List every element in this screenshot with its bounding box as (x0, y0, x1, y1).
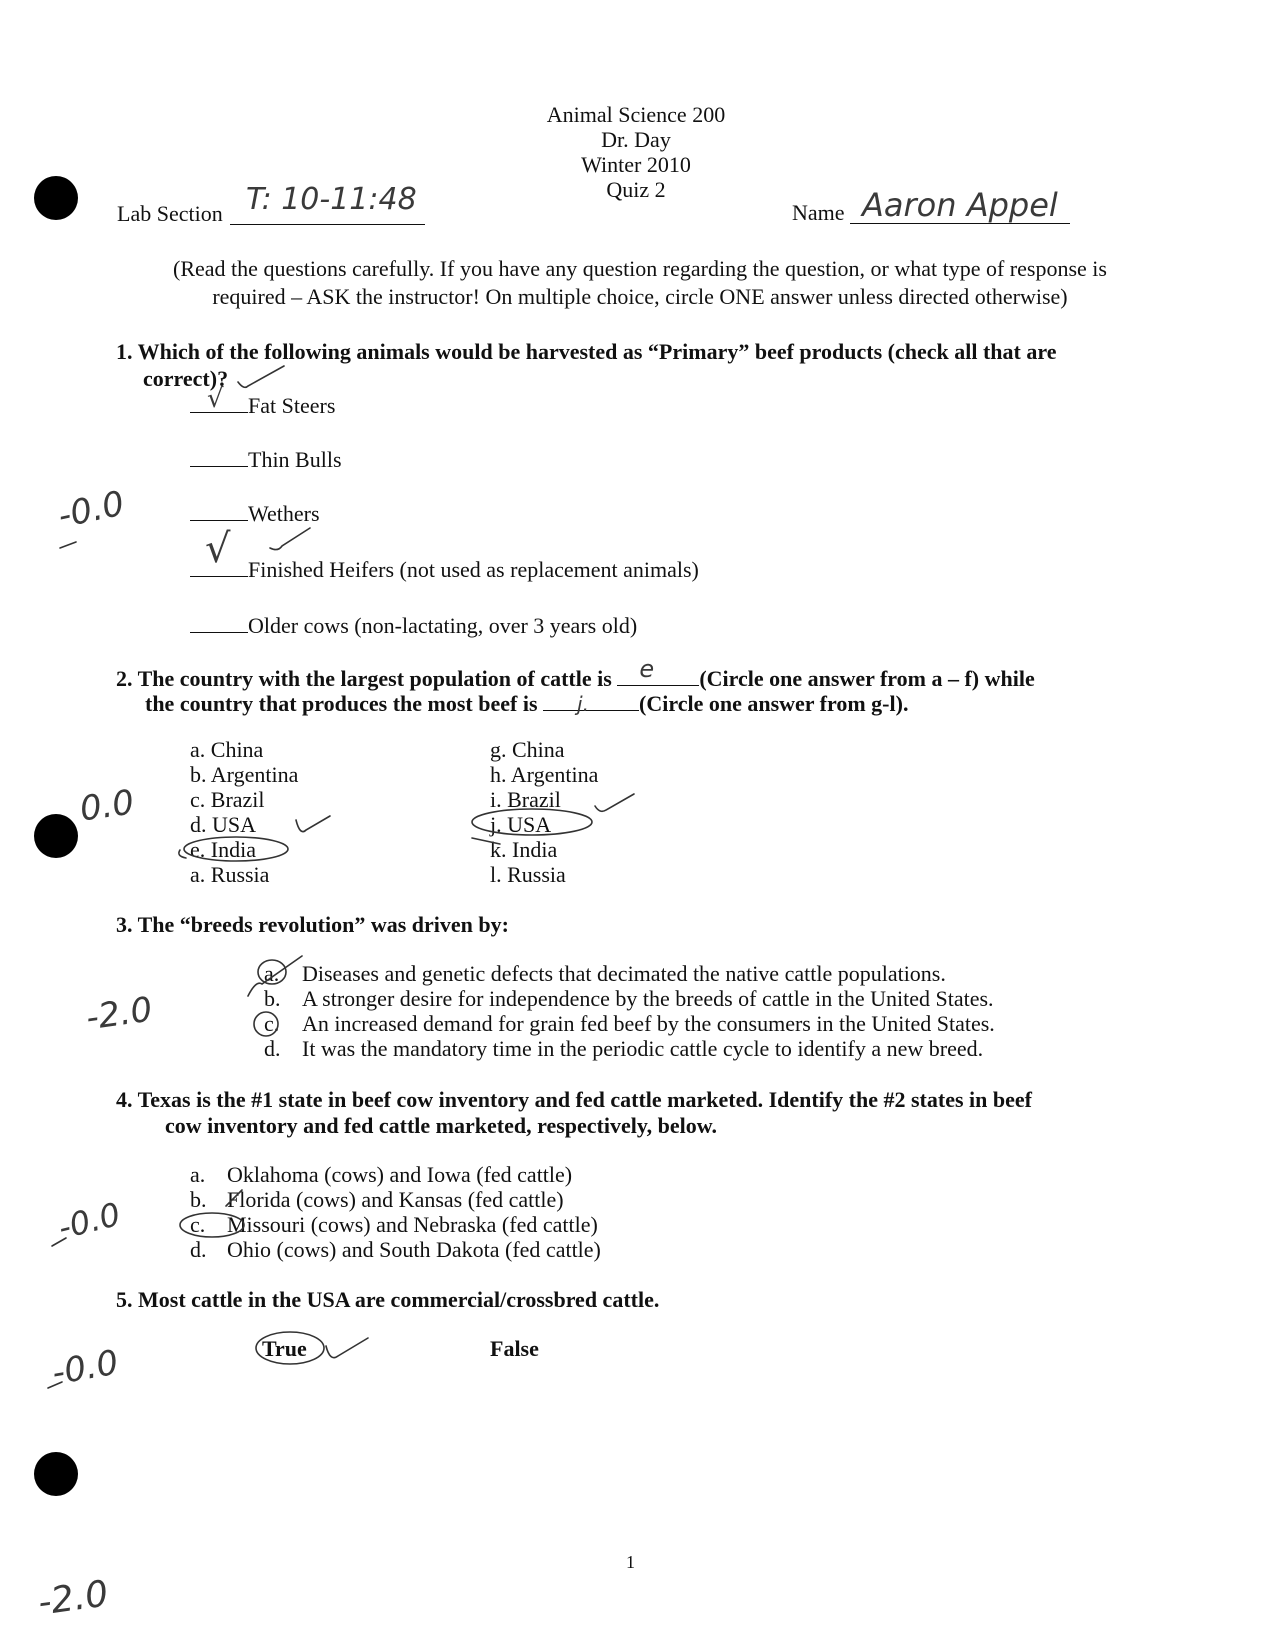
q4-score: -0.0 (54, 1195, 125, 1247)
q4-letter-d: d. (190, 1237, 207, 1262)
q5-score: -0.0 (49, 1342, 122, 1394)
q2-option-d: d. USA (190, 812, 257, 837)
q2-check-brazil (595, 794, 634, 811)
punch-hole-top (34, 176, 78, 220)
instructor-name: Dr. Day (601, 127, 671, 152)
q2-option-j: j. USA (490, 812, 552, 837)
q5-text: 5. Most cattle in the USA are commercial/crossbred cattle. (116, 1287, 660, 1312)
q1-check-4: √ (205, 526, 231, 572)
q3-letter-b: b. (264, 986, 281, 1011)
q1-grader-check-2 (270, 528, 310, 550)
q2-option-a: a. China (190, 737, 264, 762)
q3-option-b: A stronger desire for independence by the breeds of cattle in the United States. (302, 986, 994, 1011)
q3-letter-a: a. (264, 961, 280, 986)
q2-option-b: b. Argentina (190, 762, 299, 787)
q2-score: 0.0 (77, 782, 137, 830)
q3-letter-d: d. (264, 1036, 281, 1061)
q4-letter-b: b. (190, 1187, 207, 1212)
q2-option-e: e. India (190, 837, 256, 862)
q2-option-c: c. Brazil (190, 787, 265, 812)
punch-hole-bottom (34, 1452, 78, 1496)
q3-option-a: Diseases and genetic defects that decimated the native cattle populations. (302, 961, 946, 986)
q2-option-g: g. China (490, 737, 565, 762)
q2-answer-2: j. (577, 692, 589, 716)
q4-letter-a: a. (190, 1162, 206, 1187)
q3-letter-c: c. (264, 1011, 280, 1036)
q1-score-dash (60, 542, 76, 548)
name-label: Name (792, 200, 845, 225)
q1-option-1: Fat Steers (190, 392, 335, 418)
quiz-title: Quiz 2 (606, 177, 666, 202)
q4-option-c: Missouri (cows) and Nebraska (fed cattle) (227, 1212, 598, 1237)
q4-option-b: Florida (cows) and Kansas (fed cattle) (227, 1187, 564, 1212)
q1-option-3: Wethers (190, 500, 320, 526)
instructions-line-2: required – ASK the instructor! On multiple choice, circle ONE answer unless directed otherwise) (212, 284, 1068, 309)
q2-text-line-2: the country that produces the most beef is j. (Circle one answer from g-l). (145, 691, 909, 716)
q1-option-2: Thin Bulls (190, 446, 342, 472)
q5-false: False (490, 1336, 539, 1361)
lab-section-label: Lab Section (117, 201, 223, 226)
q2-circle-india-tail (179, 850, 186, 858)
name-value: Aaron Appel (862, 186, 1058, 224)
q3-option-d: It was the mandatory time in the periodic cattle cycle to identify a new breed. (302, 1036, 984, 1061)
q4-letter-c: c. (190, 1212, 206, 1237)
q3-option-c: An increased demand for grain fed beef by the consumers in the United States. (302, 1011, 995, 1036)
course-title: Animal Science 200 (546, 102, 726, 127)
q2-option-k: k. India (490, 837, 558, 862)
lab-section-value: T: 10-11:48 (246, 182, 417, 217)
q4-option-d: Ohio (cows) and South Dakota (fed cattle) (227, 1237, 601, 1262)
q1-text-line-2: correct)? (143, 366, 229, 391)
page-number: 1 (626, 1552, 635, 1572)
page-total-score: -2.0 (35, 1573, 111, 1624)
term: Winter 2010 (581, 152, 691, 177)
q1-option-5: Older cows (non-lactating, over 3 years old) (190, 612, 637, 638)
q5-check-true (326, 1338, 368, 1358)
q5-true: True (262, 1336, 307, 1361)
q2-option-l: l. Russia (490, 862, 566, 887)
q1-check-1: √ (207, 384, 224, 414)
q1-text-line-1: 1. Which of the following animals would be harvested as “Primary” beef products (check all that are (116, 339, 1057, 364)
q1-grader-check (238, 366, 284, 387)
q2-option-i: i. Brazil (490, 787, 561, 812)
q4-text-line-2: cow inventory and fed cattle marketed, respectively, below. (165, 1113, 717, 1138)
q3-score: -2.0 (83, 989, 155, 1039)
q2-option-f: a. Russia (190, 862, 270, 887)
q4-option-a: Oklahoma (cows) and Iowa (fed cattle) (227, 1162, 573, 1187)
q2-option-h: h. Argentina (490, 762, 599, 787)
q3-text: 3. The “breeds revolution” was driven by: (116, 912, 509, 937)
punch-hole-middle (34, 814, 78, 858)
q4-text-line-1: 4. Texas is the #1 state in beef cow inventory and fed cattle marketed. Identify the #2 states in beef (116, 1087, 1032, 1112)
q2-check-usa (296, 816, 330, 832)
instructions-line-1: (Read the questions carefully. If you have any question regarding the question, or what type of response is (173, 256, 1107, 281)
q1-score: -0.0 (54, 483, 128, 537)
q2-text-line-1: 2. The country with the largest population of cattle is e (Circle one answer from a – f) while (116, 655, 1035, 691)
q2-answer-1: e (639, 655, 655, 683)
q1-option-4: Finished Heifers (not used as replacement animals) (190, 556, 699, 582)
